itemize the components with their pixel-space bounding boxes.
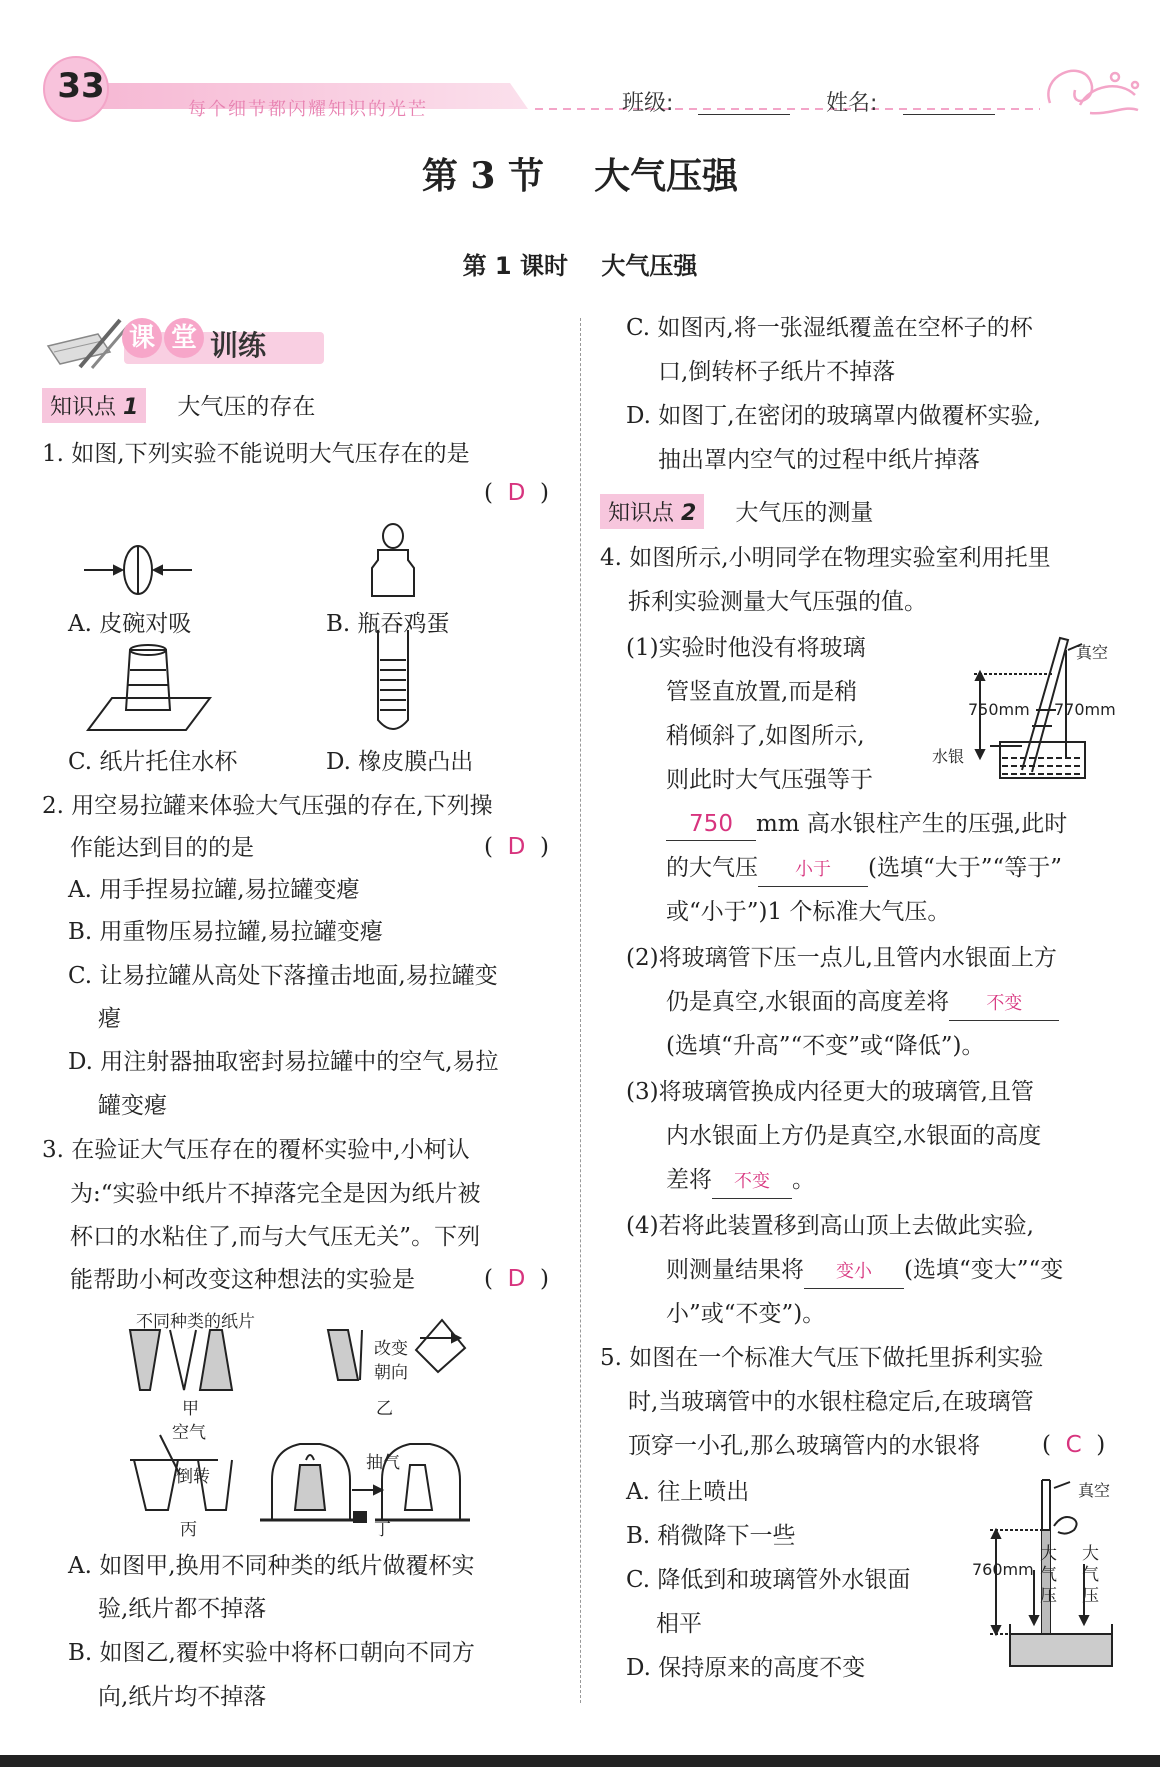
q4-answer-4[interactable]: 不变 (712, 1166, 792, 1199)
q4-part1-line6: 的大气压 小于 (选填“大于”“等于” (666, 852, 1062, 887)
q2-option-d-cont: 罐变瘪 (98, 1093, 167, 1119)
q4-part2-line3: (选填“升高”“不变”或“降低”)。 (666, 1033, 985, 1059)
q5-option-a: A. 往上喷出 (626, 1479, 750, 1505)
q3-option-a-cont: 验,纸片都不掉落 (98, 1596, 267, 1622)
q2-option-d: D. 用注射器抽取密封易拉罐中的空气,易拉 (68, 1049, 499, 1075)
q1-stem: 1. 如图,下列实验不能说明大气压存在的是 (42, 441, 470, 467)
class-field[interactable] (698, 114, 790, 115)
kp-number: 2 (681, 501, 697, 526)
q4-stem-line2: 拆利实验测量大气压强的值。 (628, 589, 927, 615)
q3-option-b: B. 如图乙,覆杯实验中将杯口朝向不同方 (68, 1640, 475, 1666)
fig-jia: 甲 (182, 1399, 199, 1419)
q1-option-d: D. 橡皮膜凸出 (326, 749, 474, 775)
flourish-icon (1048, 71, 1138, 113)
q5-stem-line1: 5. 如图在一个标准大气压下做托里拆利实验 (600, 1345, 1044, 1371)
q4-part4-line1: (4)若将此装置移到高山顶上去做此实验, (626, 1213, 1034, 1239)
q5-option-b: B. 稍微降下一些 (626, 1523, 796, 1549)
fig-air-label: 空气 (172, 1423, 206, 1443)
q4-answer-3[interactable]: 不变 (949, 988, 1059, 1021)
q5-answer: C (1065, 1432, 1082, 1458)
q4-fig-vacuum: 真空 (1076, 643, 1109, 662)
q3-stem-line2: 为:“实验中纸片不掉落完全是因为纸片被 (70, 1181, 481, 1207)
q1-option-c: C. 纸片托住水杯 (68, 749, 238, 775)
kp-title: 大气压的存在 (177, 394, 316, 420)
page-subtitle: 第 1 课时 大气压强 (462, 252, 698, 280)
kp-title: 大气压的测量 (735, 500, 874, 526)
fig-flip-label: 倒转 (176, 1467, 210, 1487)
q5-option-d: D. 保持原来的高度不变 (626, 1655, 866, 1681)
notebook-pen-icon (40, 312, 130, 372)
q2-option-b: B. 用重物压易拉罐,易拉罐变瘪 (68, 919, 383, 945)
q3-stem-line3: 杯口的水粘住了,而与大气压无关”。下列 (70, 1224, 481, 1250)
fig-bing: 丙 (180, 1520, 197, 1540)
q5-option-c-cont: 相平 (656, 1611, 702, 1637)
badge-char-ke: 课 (122, 318, 162, 358)
q4-answer-2[interactable]: 小于 (758, 854, 868, 887)
column-divider (580, 318, 581, 1703)
q5-answer-box: ( C ) (1042, 1432, 1106, 1458)
q5-option-c: C. 降低到和玻璃管外水银面 (626, 1567, 911, 1593)
q3-option-d-cont: 抽出罩内空气的过程中纸片掉落 (658, 447, 980, 473)
q4-fig-750: 750mm (968, 700, 1030, 719)
q4-fig-mercury: 水银 (932, 747, 965, 766)
q2-stem-line1: 2. 用空易拉罐来体验大气压强的存在,下列操 (42, 793, 493, 819)
q3-option-a: A. 如图甲,换用不同种类的纸片做覆杯实 (68, 1553, 475, 1579)
q4-part1-line2: 管竖直放置,而是稍 (666, 679, 858, 705)
q1-option-b: B. 瓶吞鸡蛋 (326, 611, 450, 637)
q4-part3-line1: (3)将玻璃管换成内径更大的玻璃管,且管 (626, 1079, 1034, 1105)
q4-part1-line1: (1)实验时他没有将玻璃 (626, 635, 866, 661)
q5-fig-760: 760mm (972, 1560, 1034, 1579)
q4-part1-line4: 则此时大气压强等于 (666, 767, 873, 793)
q3-option-b-cont: 向,纸片均不掉落 (98, 1684, 267, 1710)
q3-stem-line4: 能帮助小柯改变这种想法的实验是 (70, 1267, 415, 1293)
section-badge (40, 312, 320, 372)
header-slogan: 每个细节都闪耀知识的光芒 (188, 99, 428, 120)
q5-stem-line3: 顶穿一小孔,那么玻璃管内的水银将 (628, 1433, 981, 1459)
q2-option-c-cont: 瘪 (98, 1006, 121, 1032)
fig-dir-label: 朝向 (374, 1363, 408, 1383)
q4-stem-line1: 4. 如图所示,小明同学在物理实验室利用托里 (600, 545, 1051, 571)
q4-fig-770: 770mm (1054, 700, 1116, 719)
q2-stem-line2: 作能达到目的的是 (70, 835, 254, 861)
q1-answer-box: ( D ) (484, 480, 549, 506)
q5-fig-vacuum: 真空 (1078, 1481, 1111, 1500)
name-field[interactable] (903, 114, 995, 115)
q4-part4-line3: 小”或“不变”)。 (666, 1301, 826, 1327)
kp-label: 知识点 (50, 395, 117, 420)
suction-cups-figure (84, 546, 192, 594)
q5-fig-atm-inner: 大气压 (1040, 1544, 1057, 1606)
badge-text: 训练 (210, 329, 267, 362)
hand-icon (1054, 1517, 1077, 1534)
class-label: 班级: (622, 91, 674, 116)
fig-pump-label: 抽气 (366, 1453, 400, 1473)
q4-part1-line5: 750 mm 高水银柱产生的压强,此时 (666, 808, 1067, 841)
page-title: 第 3 节 大气压强 (421, 155, 739, 197)
knowledge-point-2 (600, 494, 873, 529)
fig-change-label: 改变 (374, 1339, 408, 1359)
bottle-egg-figure (372, 524, 414, 596)
kp-number: 1 (123, 395, 139, 420)
q3-answer: D (507, 1266, 526, 1292)
q4-part2-line1: (2)将玻璃管下压一点儿,且管内水银面上方 (626, 945, 1057, 971)
q4-part3-line2: 内水银面上方仍是真空,水银面的高度 (666, 1123, 1042, 1149)
knowledge-point-1 (42, 388, 315, 423)
q2-option-a: A. 用手捏易拉罐,易拉罐变瘪 (68, 877, 360, 903)
rubber-membrane-figure (378, 630, 408, 729)
q3-option-c: C. 如图丙,将一张湿纸覆盖在空杯子的杯 (626, 315, 1033, 341)
q2-answer-box: ( D ) (484, 834, 549, 860)
bottom-bar (0, 1755, 1160, 1767)
q4-answer-5[interactable]: 变小 (804, 1256, 904, 1289)
q5-stem-line2: 时,当玻璃管中的水银柱稳定后,在玻璃管 (628, 1389, 1034, 1415)
q1-option-a: A. 皮碗对吸 (68, 611, 192, 637)
q4-part2-line2: 仍是真空,水银面的高度差将 不变 (666, 986, 1059, 1021)
q4-answer-1[interactable]: 750 (666, 808, 756, 841)
q2-answer: D (507, 834, 526, 860)
fig-paper-label: 不同种类的纸片 (136, 1312, 255, 1332)
kp-label: 知识点 (608, 501, 675, 526)
q5-fig-atm-outer: 大气压 (1082, 1544, 1099, 1606)
q4-part1-line3: 稍倾斜了,如图所示, (666, 723, 865, 749)
q3-stem-line1: 3. 在验证大气压存在的覆杯实验中,小柯认 (42, 1137, 470, 1163)
paper-cup-figure (88, 645, 210, 730)
q3-option-c-cont: 口,倒转杯子纸片不掉落 (658, 359, 896, 385)
badge-char-tang: 堂 (164, 318, 204, 358)
fig-yi: 乙 (376, 1399, 393, 1419)
q4-part4-line2: 则测量结果将 变小 (选填“变大”“变 (666, 1254, 1063, 1289)
fig-ding: 丁 (374, 1520, 391, 1540)
q2-option-c: C. 让易拉罐从高处下落撞击地面,易拉罐变 (68, 963, 498, 989)
q1-answer: D (507, 480, 526, 506)
q3-option-d: D. 如图丁,在密闭的玻璃罩内做覆杯实验, (626, 403, 1041, 429)
q4-part1-line7: 或“小于”)1 个标准大气压。 (666, 899, 951, 925)
q3-answer-box: ( D ) (484, 1266, 549, 1292)
q4-part3-line3: 差将 不变 。 (666, 1164, 815, 1199)
name-label: 姓名: (826, 91, 878, 116)
page-number: 33 (57, 66, 105, 106)
